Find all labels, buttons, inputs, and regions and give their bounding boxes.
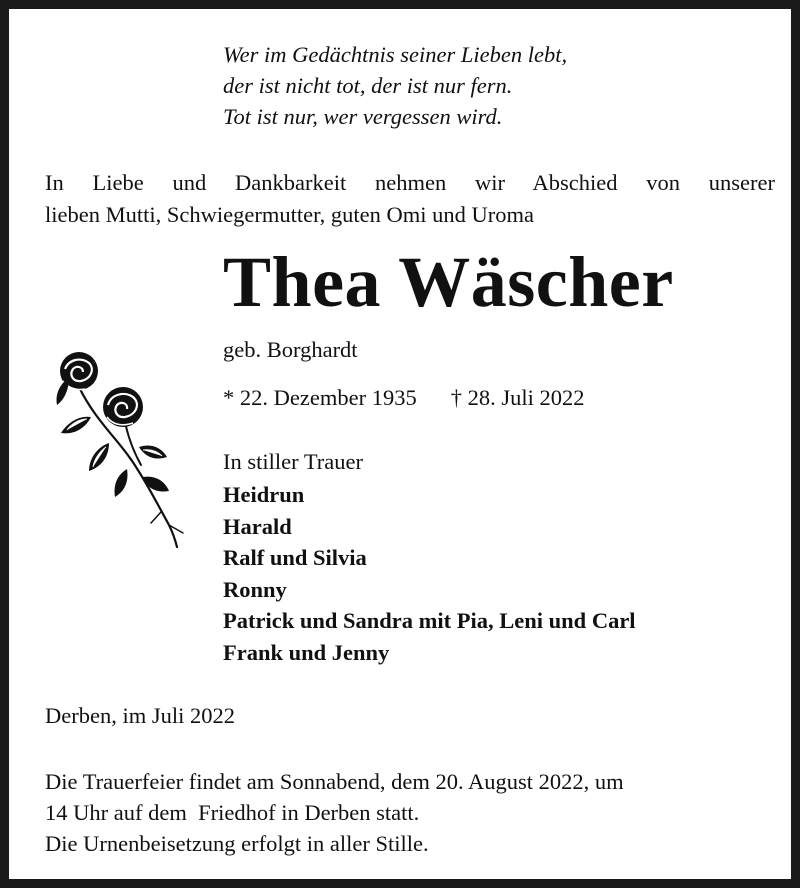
mourner-name: Heidrun (223, 482, 305, 507)
funeral-line: 14 Uhr auf dem Friedhof in Derben statt. (45, 800, 420, 825)
funeral-line: Die Trauerfeier findet am Sonnabend, dem 20. August 2022, um (45, 769, 624, 794)
place-and-date: Derben, im Juli 2022 (45, 703, 235, 728)
mourner-name: Patrick und Sandra mit Pia, Leni und Carl (223, 608, 636, 634)
intro-line: In Liebe und Dankbarkeit nehmen wir Abschied von unserer (45, 170, 775, 195)
poem-line: Tot ist nur, wer vergessen wird. (223, 104, 503, 129)
funeral-info (45, 766, 624, 859)
mourner-name: Ralf und Silvia (223, 545, 367, 571)
farewell-intro (45, 167, 775, 231)
funeral-line: Die Urnenbeisetzung erfolgt in aller Stille. (45, 831, 429, 856)
deceased-name: Thea Wäscher (223, 242, 674, 322)
mourner-name: Ronny (223, 576, 287, 602)
poem-line: der ist nicht tot, der ist nur fern. (223, 73, 513, 98)
memorial-poem (223, 39, 567, 132)
birth-date: * 22. Dezember 1935 (223, 385, 417, 410)
maiden-name: geb. Borghardt (223, 337, 358, 362)
mourner-name: Frank und Jenny (223, 639, 390, 665)
intro-line: lieben Mutti, Schwiegermutter, guten Omi und Uroma (45, 202, 535, 227)
mourners-list (223, 479, 636, 669)
death-date: † 28. Juli 2022 (450, 385, 585, 410)
rose-bloom-lower (103, 387, 143, 427)
mourner-name: Harald (223, 513, 292, 539)
poem-line: Wer im Gedächtnis seiner Lieben lebt, (223, 42, 568, 67)
life-dates (223, 383, 584, 413)
roses-icon (51, 347, 187, 557)
mourning-heading: In stiller Trauer (223, 449, 363, 474)
